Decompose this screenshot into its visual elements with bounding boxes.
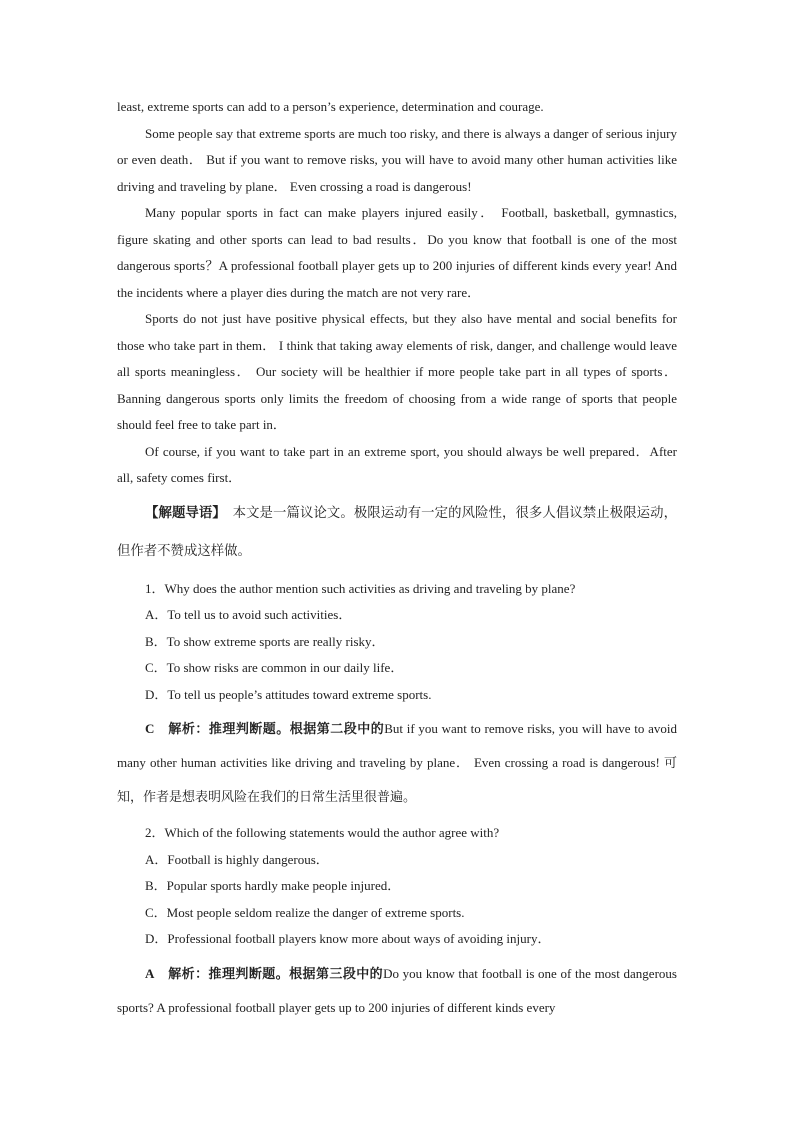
question-1-option-b: B．To show extreme sports are really risky． xyxy=(145,633,385,649)
reading-guide xyxy=(117,494,677,570)
question-1-option-c: C．To show risks are common in our daily life． xyxy=(145,660,404,675)
reading-guide-text: 本文是一篇议论文。极限运动有一定的风险性，很多人倡议禁止极限运动，但作者不赞成这样做。 xyxy=(117,504,678,558)
question-1-stem: 1．Why does the author mention such activities as driving and traveling by plane? xyxy=(145,580,576,596)
question-2-stem: 2．Which of the following statements would the author agree with? xyxy=(145,825,500,840)
passage-paragraph-1: least, extreme sports can add to a person’s experience, determination and courage. xyxy=(117,99,544,114)
question-1-analysis-text: But if you want to remove risks, you will have to avoid many other human activities like driving and traveling by plane． Even crossing a road is dangerous! 可知，作者是想表明风险在我们的日常生活里很普遍。 xyxy=(117,721,677,804)
question-2-option-d: D．Professional football players know more about ways of avoiding injury． xyxy=(145,931,551,946)
passage-paragraph-4: Sports do not just have positive physical effects, but they also have mental and social benefits for those who take part in them． I think that taking away elements of risk, danger, and challenge would leave all sports meaningless． Our society will be healthier if more people take part in all types of sports．Banning dangerous sports only limits the freedom of choosing from a wide range of sports that people should feel free to take part in． xyxy=(117,311,677,432)
passage-paragraph-2: Some people say that extreme sports are much too risky, and there is always a danger of serious injury or even death． But if you want to remove risks, you will have to avoid many other human activities like driving and traveling by plane． Even crossing a road is dangerous! xyxy=(117,125,677,194)
passage-paragraph-5: Of course, if you want to take part in an extreme sport, you should always be well prepared．After all, safety comes first． xyxy=(117,443,677,485)
question-2-analysis-label: 解析：推理判断题。根据第三段中的 xyxy=(168,965,384,981)
question-1-option-a: A．To tell us to avoid such activities． xyxy=(145,607,352,622)
question-1-analysis xyxy=(117,712,677,814)
reading-guide-label: 【解题导语】 xyxy=(145,504,220,520)
question-2-option-c: C．Most people seldom realize the danger of extreme sports. xyxy=(145,904,465,920)
passage-paragraph-3: Many popular sports in fact can make players injured easily． Football, basketball, gymnastics, figure skating and other sports can lead to bad results．Do you know that football is one of the most dangerous sports？A professional football player gets up to 200 injuries of different kinds every year! And the incidents where a player dies during the match are not very rare． xyxy=(117,205,677,300)
question-1-analysis-label: 解析：推理判断题。根据第二段中的 xyxy=(168,721,385,736)
document-page xyxy=(117,94,677,1025)
question-2-analysis-text: Do you know that football is one of the most dangerous sports? A professional football player gets up to 200 injuries of different kinds every xyxy=(117,965,677,1015)
question-1-option-d: D．To tell us people’s attitudes toward extreme sports. xyxy=(145,686,432,702)
question-1-answer: C xyxy=(145,721,155,736)
question-2-answer: A xyxy=(145,965,155,981)
question-2-analysis xyxy=(117,957,677,1025)
question-2-option-b: B．Popular sports hardly make people injured． xyxy=(145,878,401,893)
question-2-option-a: A．Football is highly dangerous． xyxy=(145,851,329,867)
